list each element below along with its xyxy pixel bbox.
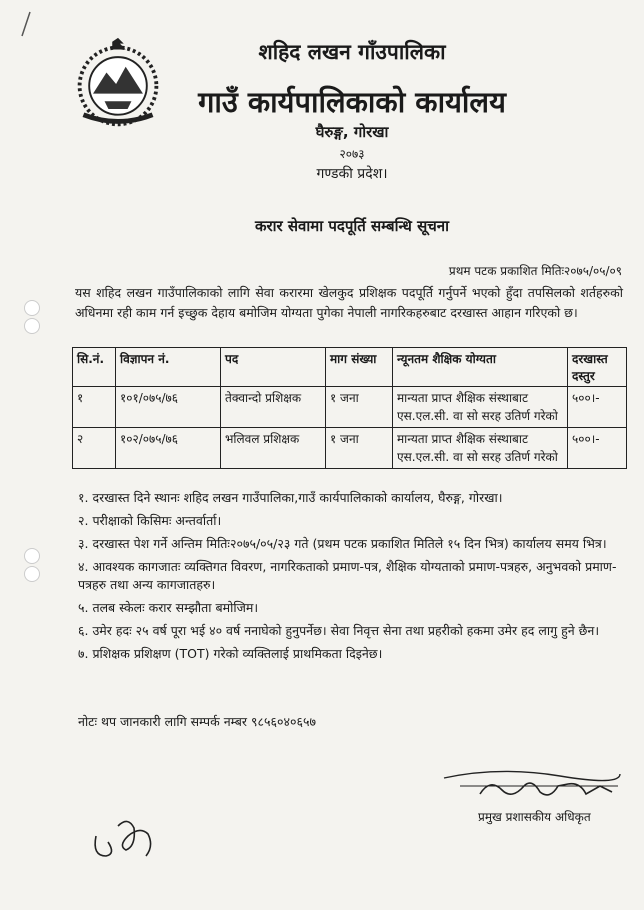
col-header-qualification: न्यूनतम शैक्षिक योग्यता [393,348,568,387]
contact-note: नोटः थप जानकारी लागि सम्पर्क नम्बर ९८५६०४०६५७ [78,714,316,729]
cell-post: भलिवल प्रशिक्षक [221,428,326,469]
vacancy-table [72,347,627,469]
signatory-designation: प्रमुख प्रशासकीय अधिकृत [478,810,591,824]
col-header-sn: सि.नं. [73,348,116,387]
establishment-year: २०७३ [339,147,365,161]
office-name: गाउँ कार्यपालिकाको कार्यालय [198,85,506,119]
handwritten-mark [88,806,168,866]
list-item: १. दरखास्त दिने स्थानः शहिद लखन गाउँपालिका,गाउँ कार्यपालिकाको कार्यालय, घैरुङ्ग, गोरखा। [78,490,503,505]
cell-count: १ जना [326,428,393,469]
cell-sn: २ [73,428,116,469]
table-header-row [73,348,627,387]
province-name: गण्डकी प्रदेश। [316,166,388,182]
col-header-adv: विज्ञापन नं. [116,348,221,387]
punch-hole [24,548,40,564]
conditions-list [78,489,626,668]
table-row [73,387,627,428]
cell-qualification: मान्यता प्राप्त शैक्षिक संस्थाबाट एस.एल.सी. वा सो सरह उतिर्ण गरेको [393,428,568,469]
cell-count: १ जना [326,387,393,428]
punch-hole [24,318,40,334]
col-header-post: पद [221,348,326,387]
signature-icon [440,756,625,806]
publication-date: प्रथम पटक प्रकाशित मितिः२०७५/०५/०९ [448,264,622,278]
cell-sn: १ [73,387,116,428]
cell-post: तेक्वान्दो प्रशिक्षक [221,387,326,428]
col-header-fee: दरखास्त दस्तुर [568,348,627,387]
col-header-count: माग संख्या [326,348,393,387]
list-item: ७. प्रशिक्षक प्रशिक्षण (TOT) गरेको व्यक्तिलाई प्राथमिकता दिइनेछ। [78,646,383,661]
municipality-name: शहिद लखन गाँउपालिका [258,40,446,64]
list-item: ४. आवश्यक कागजातः व्यक्तिगत विवरण, नागरिकताको प्रमाण-पत्र, शैक्षिक योग्यताको प्रमाण-पत्रहरु, अनुभवको प्रमाण-पत्रहरु तथा अन्य कागजातहरु। [78,559,617,592]
list-item: ५. तलब स्केलः करार सम्झौता बमोजिम। [78,600,259,615]
list-item: ३. दरखास्त पेश गर्ने अन्तिम मितिः२०७५/०५/२३ गते (प्रथम पटक प्रकाशित मितिले १५ दिन भित्र) कार्यालय समय भित्र। [78,536,607,551]
office-location: घैरुङ्ग, गोरखा [315,123,389,141]
notice-intro: यस शहिद लखन गाउँपालिकाको लागि सेवा करारमा खेलकुद प्रशिक्षक पदपूर्ति गर्नुपर्ने भएको हुँदा तपसिलको शर्तहरुको अधिनमा रही काम गर्न इच्छुक देहाय बमोजिम योग्यता पुगेका नेपाली नागरिकहरुबाट दरखास्त आहान गरिएको छ। [75,285,623,320]
cell-fee: ५००।- [568,428,627,469]
cell-qualification: मान्यता प्राप्त शैक्षिक संस्थाबाट एस.एल.सी. वा सो सरह उतिर्ण गरेको [393,387,568,428]
punch-hole [24,566,40,582]
punch-hole [24,300,40,316]
cell-adv: १०२/०७५/७६ [116,428,221,469]
cell-fee: ५००।- [568,387,627,428]
list-item: २. परीक्षाको किसिमः अन्तर्वार्ता। [78,513,222,528]
list-item: ६. उमेर हदः २५ वर्ष पूरा भई ४० वर्ष ननाघेको हुनुपर्नेछ। सेवा निवृत्त सेना तथा प्रहरीको हकमा उमेर हद लागु हुने छैन। [78,623,600,638]
table-row [73,428,627,469]
pen-mark [16,10,36,38]
notice-title: करार सेवामा पदपूर्ति सम्बन्धि सूचना [255,217,449,235]
cell-adv: १०१/०७५/७६ [116,387,221,428]
